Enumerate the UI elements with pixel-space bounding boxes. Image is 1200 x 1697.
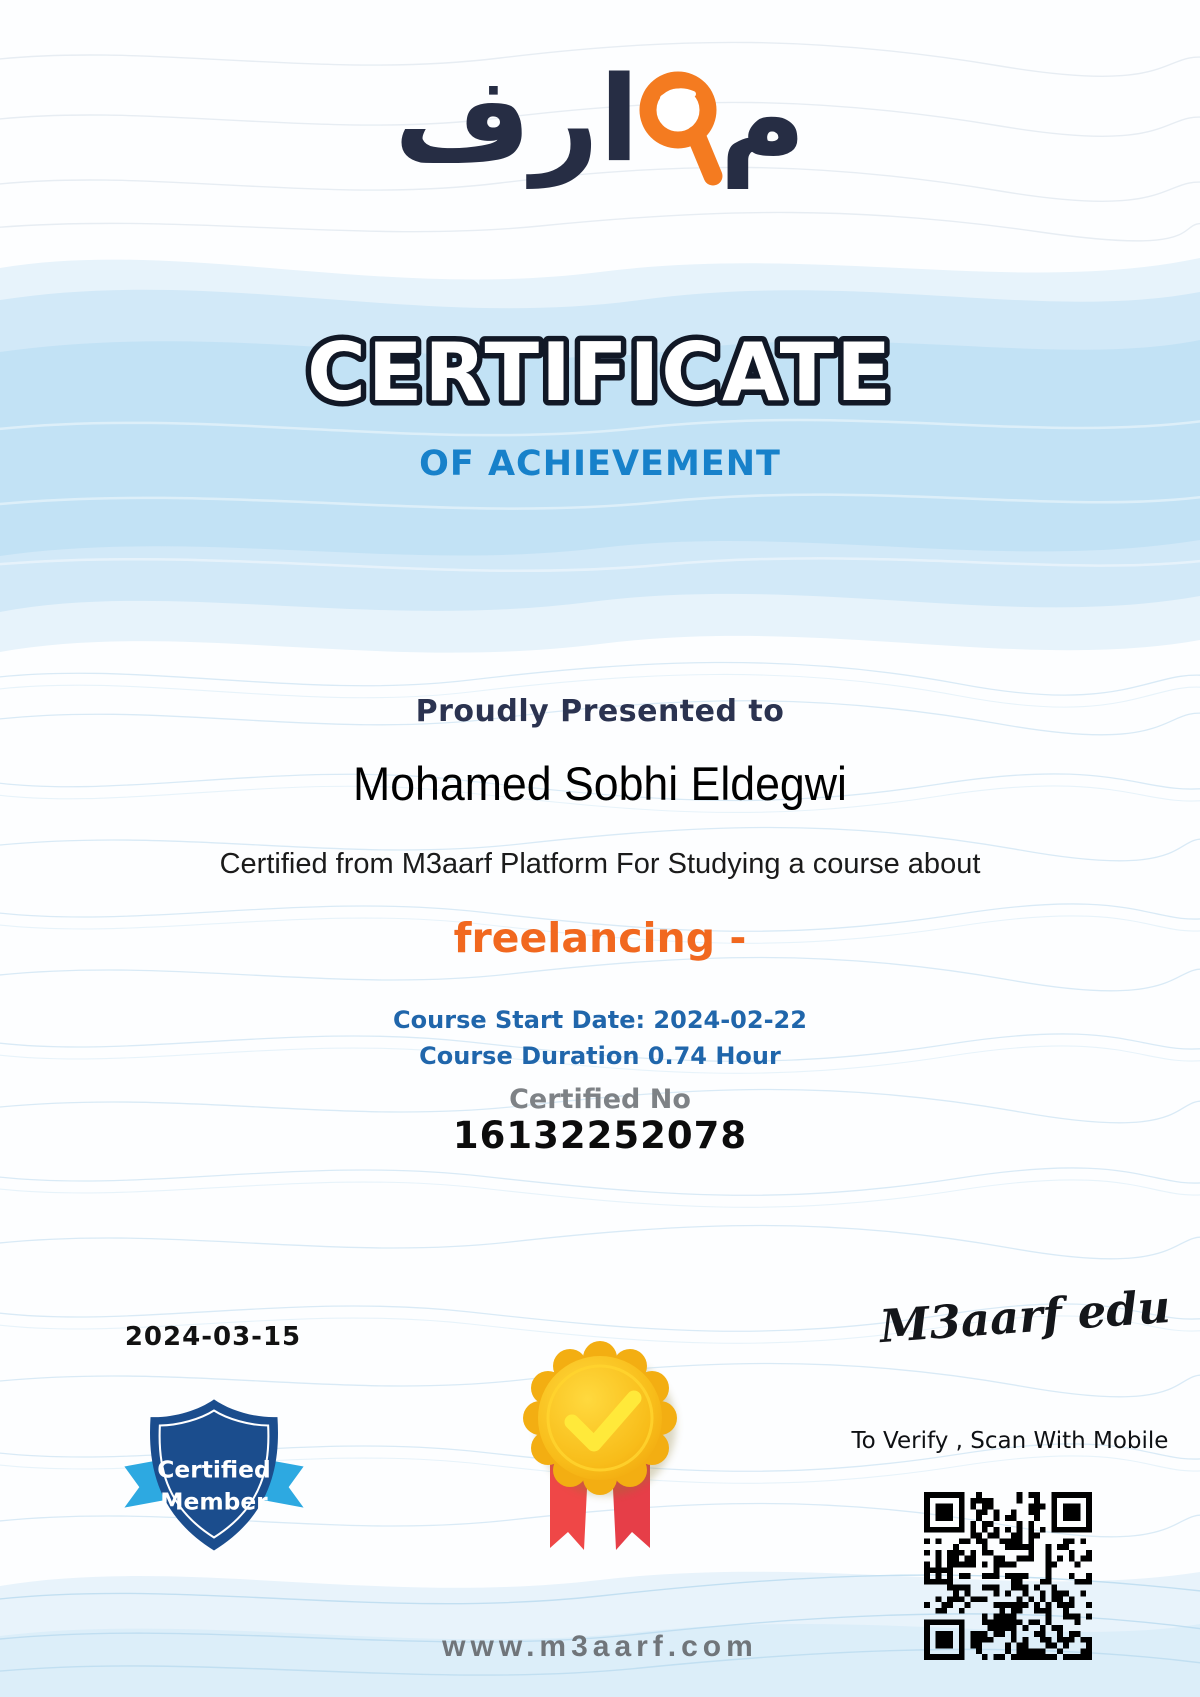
certified-no-value: 16132252078 [452, 1114, 748, 1157]
magnifier-icon [633, 66, 725, 198]
certified-member-badge [118, 1390, 310, 1558]
logo-arabic-rest: ارف [394, 50, 640, 188]
course-duration: Course Duration 0.74 Hour [419, 1042, 781, 1070]
certificate-title-text: CERTIFICATE [307, 326, 893, 419]
signature: M3aarf edu [878, 1279, 1172, 1354]
website-url: www.m3aarf.com [442, 1630, 758, 1663]
badge-line2: Member [160, 1487, 268, 1516]
issue-date: 2024-03-15 [124, 1322, 302, 1352]
certified-from-line: Certified from M3aarf Platform For Studying a course about [219, 848, 981, 880]
presented-label: Proudly Presented to [415, 694, 785, 729]
award-medal-icon [509, 1318, 691, 1576]
course-name: freelancing - [453, 914, 747, 962]
m3aarf-logo [0, 44, 1200, 194]
course-start-date: Course Start Date: 2024-02-22 [393, 1006, 807, 1034]
verify-instruction: To Verify , Scan With Mobile [851, 1428, 1169, 1454]
badge-line1: Certified [157, 1455, 271, 1484]
certified-no-label: Certified No [509, 1084, 691, 1115]
recipient-name: Mohamed Sobhi Eldegwi [353, 757, 847, 810]
certificate-title [0, 316, 1200, 428]
certificate-subtitle: OF ACHIEVEMENT [419, 444, 781, 484]
logo-arabic-first: م [719, 50, 806, 188]
